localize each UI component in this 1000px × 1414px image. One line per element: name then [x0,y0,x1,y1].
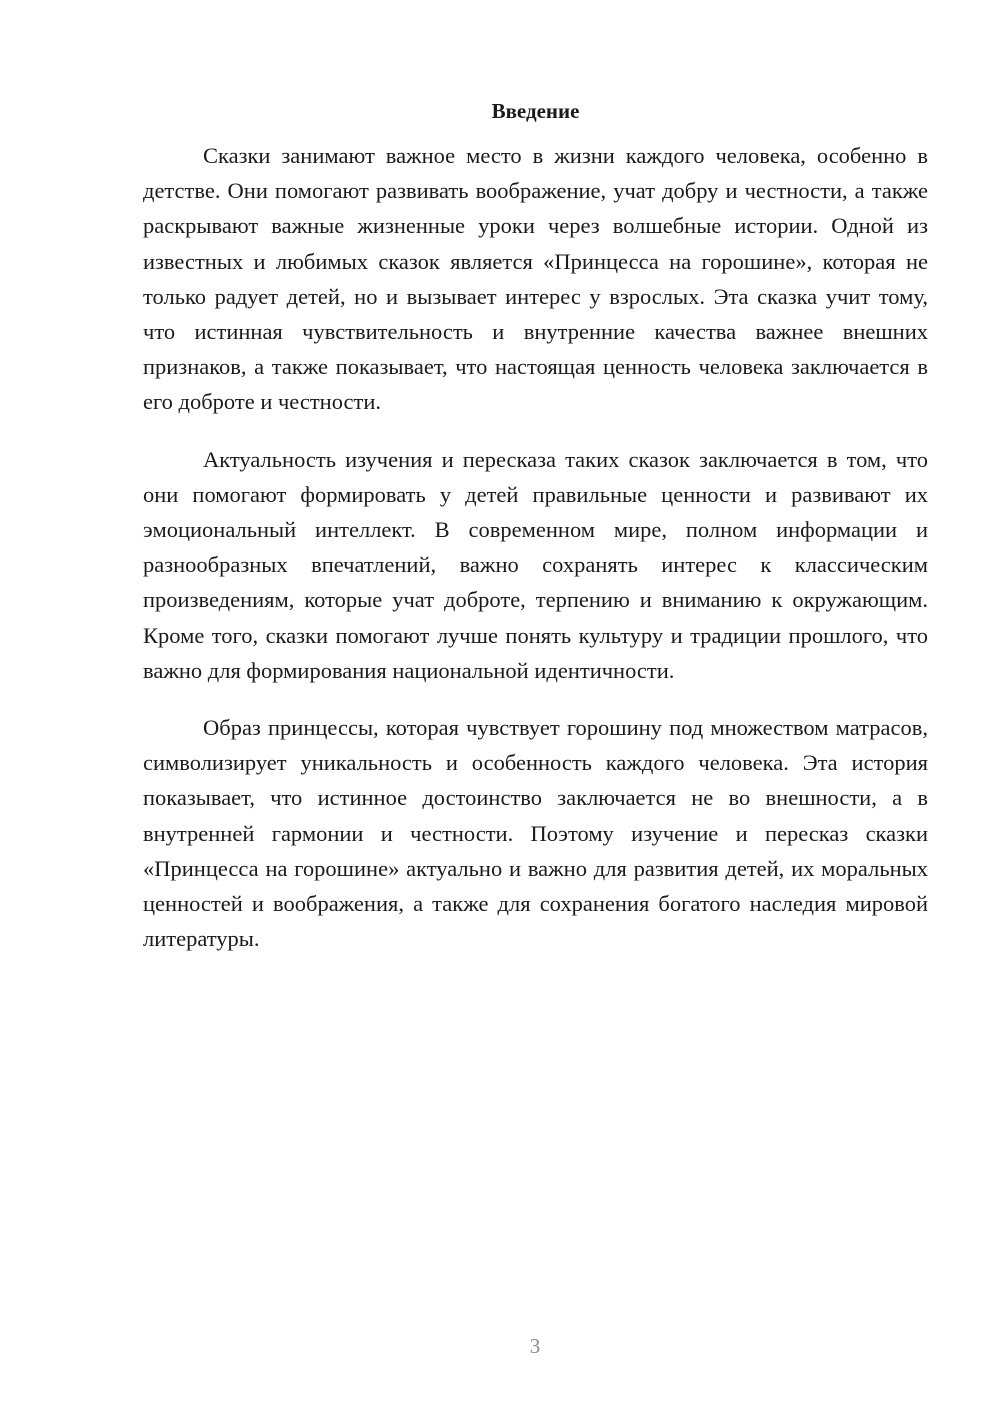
section-heading: Введение [491,99,580,123]
paragraph-1: Сказки занимают важное место в жизни каждого человека, особенно в детстве. Они помогают развивать воображение, учат добру и честности, а также раскрывают важные жизненные уроки через волшебные истории. Одной из известных и любимых сказок является «Принцесса на горошине», которая не только радует детей, но и вызывает интерес у взрослых. Эта сказка учит тому, что истинная чувствительность и внутренние качества важнее внешних признаков, а также показывает, что настоящая ценность человека заключается в его доброте и честности. [143,143,928,415]
paragraph-3: Образ принцессы, которая чувствует горошину под множеством матрасов, символизирует уникальность и особенность каждого человека. Эта история показывает, что истинное достоинство заключается не во внешности, а в внутренней гармонии и честности. Поэтому изучение и пересказ сказки «Принцесса на горошине» актуально и важно для развития детей, их моральных ценностей и воображения, а также для сохранения богатого наследия мировой литературы. [143,715,928,952]
page-number: 3 [529,1334,541,1358]
paragraph-2: Актуальность изучения и пересказа таких сказок заключается в том, что они помогают формировать у детей правильные ценности и развивают их эмоциональный интеллект. В современном мире, полном информации и разнообразных впечатлений, важно сохранять интерес к классическим произведениям, которые учат доброте, терпению и вниманию к окружающим. Кроме того, сказки помогают лучше понять культуру и традиции прошлого, что важно для формирования национальной идентичности. [143,446,928,683]
page-content [143,96,928,978]
